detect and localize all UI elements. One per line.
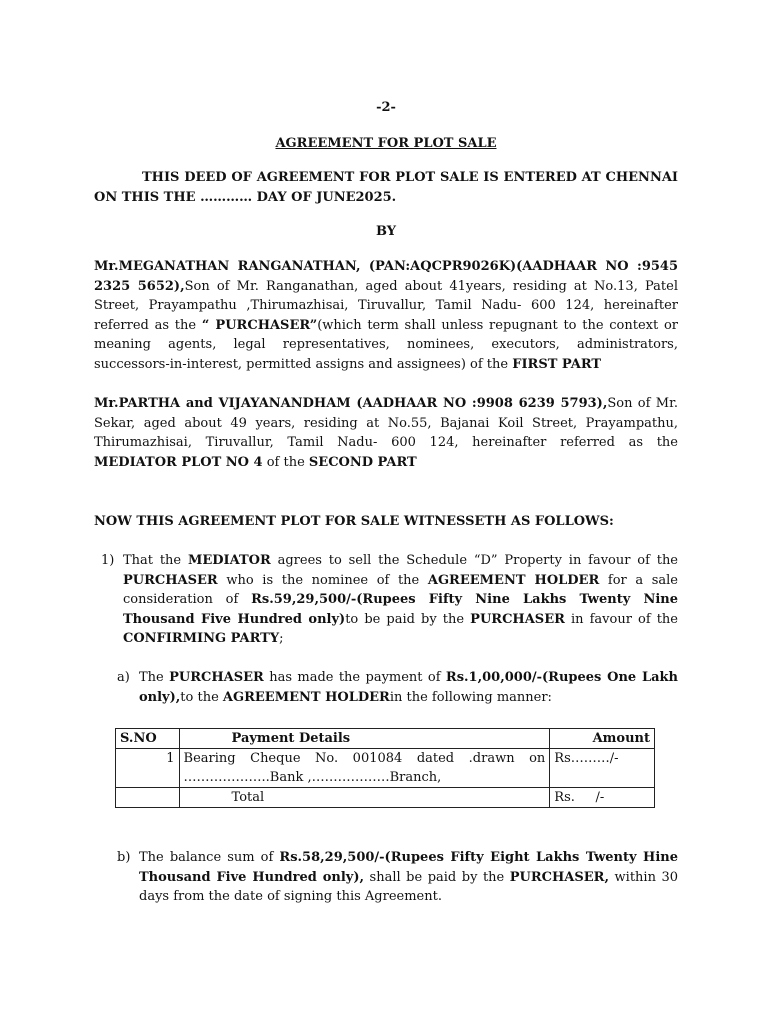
clause-1-t3: who is the nominee of the	[217, 572, 428, 588]
row-details-line-2: ………………..Bank ,………………Branch,	[183, 770, 442, 785]
page-number: -2-	[376, 100, 396, 115]
first-party-text-b: (which term shall unless repugnant to the context or meaning agents, legal representatives, nominees, executors, administrators, successors-in-interest, permitted assigns and assignees) of the	[94, 317, 679, 372]
row-amount: Rs………/-	[550, 749, 655, 788]
clause-1-t6: in favour of the	[564, 611, 678, 627]
second-party-paragraph	[94, 394, 678, 472]
clause-a-amount: Rs.1,00,000/-(Rupees One Lakh only),	[139, 670, 678, 705]
by-heading: BY	[375, 224, 397, 239]
clause-1-t4: for a sale consideration of	[123, 572, 678, 608]
table-row	[116, 749, 655, 788]
first-party-part: FIRST PART	[512, 356, 602, 372]
deed-intro: THIS DEED OF AGREEMENT FOR PLOT SALE IS ENTERED AT CHENNAI ON THIS THE ………… DAY OF JUNE2025.	[94, 170, 678, 205]
clause-1-t5: to be paid by the	[345, 611, 471, 627]
clause-a-number: a)	[117, 670, 130, 685]
first-party-paragraph	[94, 257, 678, 375]
clause-b-t3: within 30 days from the date of signing this Agreement.	[139, 869, 678, 905]
clause-a	[117, 668, 678, 707]
clause-1-purchaser-2: PURCHASER	[470, 611, 565, 627]
clause-1-mediator: MEDIATOR	[187, 553, 271, 568]
first-party-text-a: Son of Mr. Ranganathan, aged about 41years, residing at No.13, Patel Street, Prayampathu ,Thirumazhisai, Tiruvallur, Tamil Nadu- 600 124, hereinafter referred as the	[94, 278, 678, 333]
clause-a-t1: The	[139, 670, 170, 685]
first-party-role: “ PURCHASER”	[201, 317, 318, 333]
total-sno-cell	[116, 788, 180, 808]
clause-1-purchaser: PURCHASER	[123, 572, 218, 588]
clause-1-t2: agrees to sell the Schedule “D” Property in favour of the	[270, 553, 679, 568]
clause-a-t2: has made the payment of	[263, 670, 446, 685]
clause-1-t1: That the	[123, 553, 188, 568]
clause-a-text	[139, 668, 678, 707]
first-party-name: Mr.MEGANATHAN RANGANATHAN, (PAN:AQCPR9026K)(AADHAAR NO :9545 2325 5652),	[94, 259, 678, 294]
clause-a-t4: in the following manner:	[389, 689, 552, 705]
second-party-text-b: of the	[262, 454, 309, 470]
second-party-text-a: Son of Mr. Sekar, aged about 49 years, residing at No.55, Bajanai Koil Street, Prayampathu, Thirumazhisai, Tiruvallur, Tamil Nadu- 600 124, hereinafter referred as the	[94, 396, 678, 451]
row-details	[179, 749, 550, 788]
clause-b	[117, 848, 678, 907]
clause-1-t7: ;	[279, 631, 284, 647]
clause-1	[101, 551, 678, 649]
witness-heading: NOW THIS AGREEMENT PLOT FOR SALE WITNESSETH AS FOLLOWS:	[94, 514, 614, 529]
clause-b-number: b)	[117, 850, 131, 865]
total-amount: Rs. /-	[550, 788, 655, 808]
clause-b-t2: shall be paid by the	[364, 869, 510, 885]
clause-a-purchaser: PURCHASER	[169, 670, 264, 685]
payment-table-header-row	[116, 729, 655, 749]
clause-1-text	[123, 551, 678, 649]
second-party-role: MEDIATOR PLOT NO 4	[94, 454, 263, 470]
header-amount: Amount	[550, 729, 655, 749]
row-details-line-1: Bearing Cheque No. 001084 dated .drawn on	[183, 751, 546, 766]
document-title: AGREEMENT FOR PLOT SALE	[275, 136, 497, 151]
clause-1-holder: AGREEMENT HOLDER	[427, 572, 600, 588]
header-sno: S.NO	[116, 729, 180, 749]
row-sno: 1	[116, 749, 180, 788]
clause-a-holder: AGREEMENT HOLDER	[222, 689, 390, 705]
total-label: Total	[179, 788, 550, 808]
second-party-name: Mr.PARTHA and VIJAYANANDHAM (AADHAAR NO :9908 6239 5793),	[94, 396, 608, 411]
second-party-part: SECOND PART	[308, 454, 417, 470]
total-row	[116, 788, 655, 808]
clause-1-number: 1)	[101, 553, 115, 568]
clause-b-amount: Rs.58,29,500/-(Rupees Fifty Eight Lakhs Twenty Hine Thousand Five Hundred only),	[139, 850, 678, 885]
clause-b-purchaser: PURCHASER,	[509, 869, 610, 885]
clause-b-t1: The balance sum of	[139, 850, 280, 865]
clause-1-amount: Rs.59,29,500/-(Rupees Fifty Nine Lakhs Twenty Nine Thousand Five Hundred only)	[123, 592, 678, 627]
header-payment-details: Payment Details	[179, 729, 550, 749]
clause-1-confirming-party: CONFIRMING PARTY	[123, 631, 280, 647]
clause-b-text	[139, 848, 678, 907]
clause-a-t3: to the	[180, 689, 223, 705]
payment-table	[115, 728, 655, 808]
